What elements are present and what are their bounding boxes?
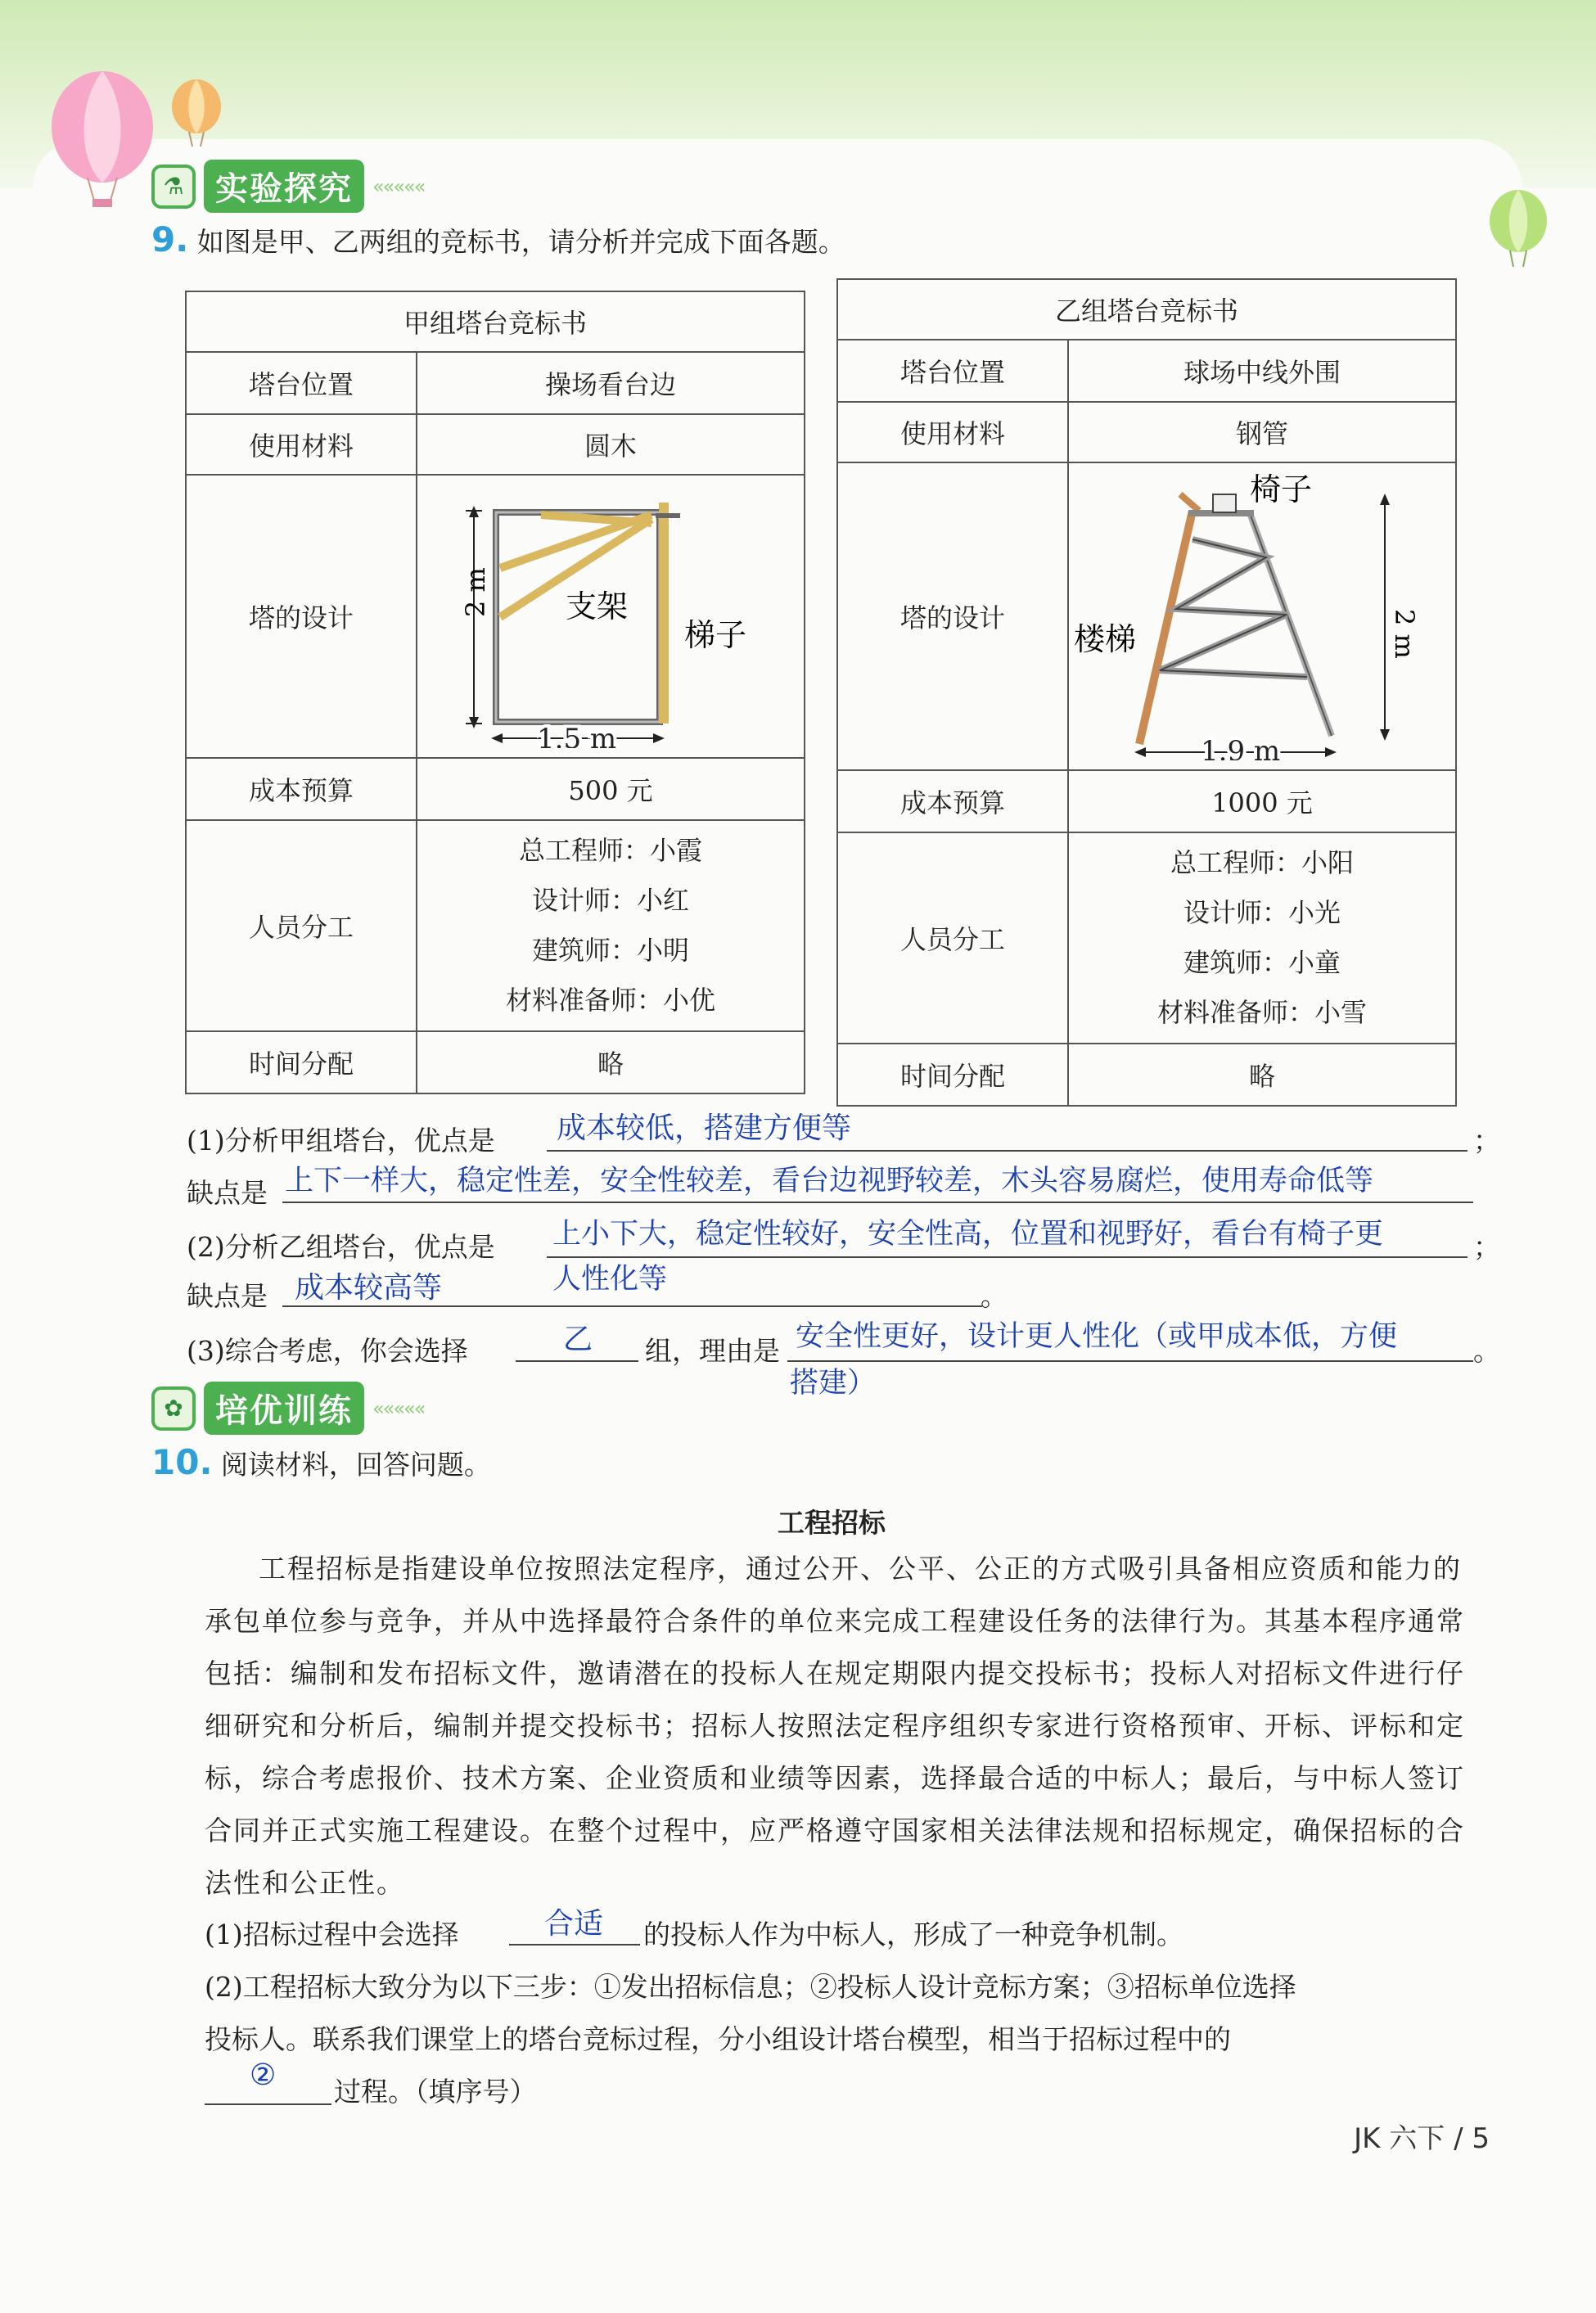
table-a-value: 500 元	[417, 758, 805, 820]
table-b-value: 钢管	[1068, 402, 1456, 462]
staff-item: 材料准备师：小雪	[1156, 997, 1367, 1028]
arrows-icon: «««««	[372, 1396, 425, 1420]
q9-sub1-answer-a: 成本较低，搭建方便等	[557, 1111, 852, 1145]
q9-sub1-prompt: (1)分析甲组塔台，优点是	[187, 1125, 495, 1156]
table-a-value: 略	[417, 1031, 805, 1093]
table-b-value: 略	[1068, 1044, 1456, 1106]
q9-prompt-line	[151, 219, 845, 259]
q9-sub2-answer-a2: 人性化等	[552, 1263, 668, 1296]
staff-item: 总工程师：小霞	[518, 835, 702, 866]
table-b-value: 1000 元	[1068, 770, 1456, 832]
q10-sub1-rest: 的投标人作为中标人，形成了一种竞争机制。	[643, 1918, 1183, 1950]
q9-sub1-answer-b: 上下一样大，稳定性差，安全性较差，看台边视野较差，木头容易腐烂，使用寿命低等	[285, 1165, 1374, 1197]
q10-number: 10.	[151, 1442, 213, 1482]
table-a-value: 操场看台边	[417, 352, 805, 414]
tower-a-diagram	[418, 478, 803, 748]
table-b-title: 乙组塔台竞标书	[837, 279, 1456, 340]
tower-b-width-label: 1.9 m	[1201, 735, 1281, 760]
table-b-label: 塔台位置	[837, 340, 1068, 402]
answer-line	[516, 1360, 638, 1362]
table-a-value: 圆木	[417, 414, 805, 475]
tower-a-height-label: 2 m	[460, 567, 491, 617]
table-a-label: 时间分配	[186, 1031, 417, 1093]
table-b-label: 塔的设计	[837, 462, 1068, 770]
semicolon: ；	[1473, 1231, 1500, 1263]
q10-sub1-prompt: (1)招标过程中会选择	[205, 1918, 459, 1950]
staff-item: 建筑师：小童	[1183, 947, 1341, 978]
table-a-label: 塔的设计	[186, 475, 417, 758]
answer-line	[547, 1256, 1468, 1258]
table-b-staff-cell	[1068, 832, 1456, 1044]
table-b-label: 人员分工	[837, 832, 1068, 1044]
q9-number: 9.	[151, 219, 189, 259]
answer-line	[509, 1944, 640, 1946]
q9-prompt: 如图是甲、乙两组的竞标书，请分析并完成下面各题。	[196, 226, 845, 258]
q10-material-paragraph: 工程招标是指建设单位按照法定程序，通过公开、公平、公正的方式吸引具备相应资质和能力的承包单位参与竞争，并从中选择最符合条件的单位来完成工程建设任务的法律行为。其基本程序通常包括：编制和发布招标文件，邀请潜在的投标人在规定期限内提交投标书；投标人对招标文件进行仔细研究和分析后，编制并提交投标书；招标人按照法定程序组织专家进行资格预审、开标、评标和定标，综合考虑报价、技术方案、企业资质和业绩等因素，选择最合适的中标人；最后，与中标人签订合同并正式实施工程建设。在整个过程中，应严格遵守国家相关法律法规和招标规定，确保招标的合法性和公正性。	[205, 1553, 1465, 1899]
table-a-label: 人员分工	[186, 820, 417, 1031]
q10-sub1-answer: 合适	[544, 1907, 604, 1941]
table-b	[836, 278, 1457, 1107]
flask-icon: ⚗	[151, 165, 196, 209]
table-b-label: 时间分配	[837, 1044, 1068, 1106]
staff-item: 建筑师：小明	[531, 935, 689, 966]
q9-sub3-answer-reason1: 安全性更好，设计更人性化（或甲成本低，方便	[796, 1320, 1398, 1353]
staff-item: 设计师：小光	[1183, 897, 1341, 928]
balloon-large-icon	[45, 70, 160, 209]
period: 。	[1473, 1335, 1500, 1367]
tower-b-chair-label: 椅子	[1250, 471, 1313, 507]
q9-sub3-answer-reason2: 搭建）	[790, 1367, 877, 1400]
table-a-label: 使用材料	[186, 414, 417, 475]
balloon-small-icon	[168, 78, 225, 151]
q10-sub2-answer: ②	[250, 2058, 277, 2092]
section-training	[151, 1382, 424, 1435]
page-footer: JK 六下 / 5	[1354, 2122, 1490, 2155]
table-b-value: 球场中线外围	[1068, 340, 1456, 402]
answer-line	[547, 1150, 1468, 1152]
table-a-label: 塔台位置	[186, 352, 417, 414]
table-a-title: 甲组塔台竞标书	[186, 291, 805, 352]
q10-sub2-end: 过程。（填序号）	[334, 2076, 537, 2108]
q9-sub2-prompt: (2)分析乙组塔台，优点是	[187, 1231, 495, 1263]
q9-sub3-reason-prompt: 组，理由是	[645, 1335, 780, 1367]
table-b-label: 使用材料	[837, 402, 1068, 462]
badge-icon: ✿	[151, 1386, 196, 1431]
arrows-icon: «««««	[372, 174, 425, 198]
section-training-label: 培优训练	[204, 1382, 364, 1435]
answer-line	[282, 1202, 1473, 1203]
q10-sub2-line1: (2)工程招标大致分为以下三步：①发出招标信息；②投标人设计竞标方案；③招标单位选择	[205, 1971, 1296, 2003]
staff-item: 材料准备师：小优	[505, 985, 715, 1016]
semicolon: ；	[1473, 1125, 1500, 1156]
section-experiment	[151, 160, 424, 213]
q9-sub1-weak-prompt: 缺点是	[187, 1177, 268, 1209]
q10-material-title: 工程招标	[778, 1507, 886, 1539]
answer-line	[787, 1360, 1473, 1362]
staff-item: 设计师：小红	[531, 885, 689, 916]
q10-prompt-line	[151, 1442, 491, 1482]
table-b-label: 成本预算	[837, 770, 1068, 832]
table-b-design-cell	[1068, 462, 1456, 770]
q9-sub3-prompt: (3)综合考虑，你会选择	[187, 1335, 468, 1367]
table-a-staff-cell	[417, 820, 805, 1031]
section-experiment-label: 实验探究	[204, 160, 364, 213]
table-a-design-cell	[417, 475, 805, 758]
staff-item: 总工程师：小阳	[1170, 847, 1354, 878]
tower-b-diagram	[1070, 466, 1454, 760]
q10-prompt: 阅读材料，回答问题。	[220, 1449, 491, 1481]
q9-sub2-answer-a1: 上小下大，稳定性较好，安全性高，位置和视野好，看台有椅子更	[552, 1218, 1384, 1251]
answer-line	[205, 2103, 331, 2105]
table-a-label: 成本预算	[186, 758, 417, 820]
tower-a-ladder-label: 梯子	[684, 617, 747, 653]
q9-sub2-weak-prompt: 缺点是	[187, 1280, 268, 1312]
q9-sub3-answer-group: 乙	[563, 1323, 593, 1356]
q9-sub2-answer-b: 成本较高等	[295, 1271, 443, 1305]
tower-b-height-label: 2 m	[1389, 609, 1420, 659]
tower-a-support-label: 支架	[566, 588, 629, 624]
period: 。	[981, 1280, 1008, 1312]
balloon-green-icon	[1486, 188, 1551, 274]
table-a	[185, 291, 805, 1094]
tower-b-stairs-label: 楼梯	[1074, 621, 1137, 657]
q10-sub2-line2: 投标人。联系我们课堂上的塔台竞标过程，分小组设计塔台模型，相当于招标过程中的	[205, 2023, 1231, 2055]
tower-a-width-label: 1.5 m	[537, 723, 617, 748]
